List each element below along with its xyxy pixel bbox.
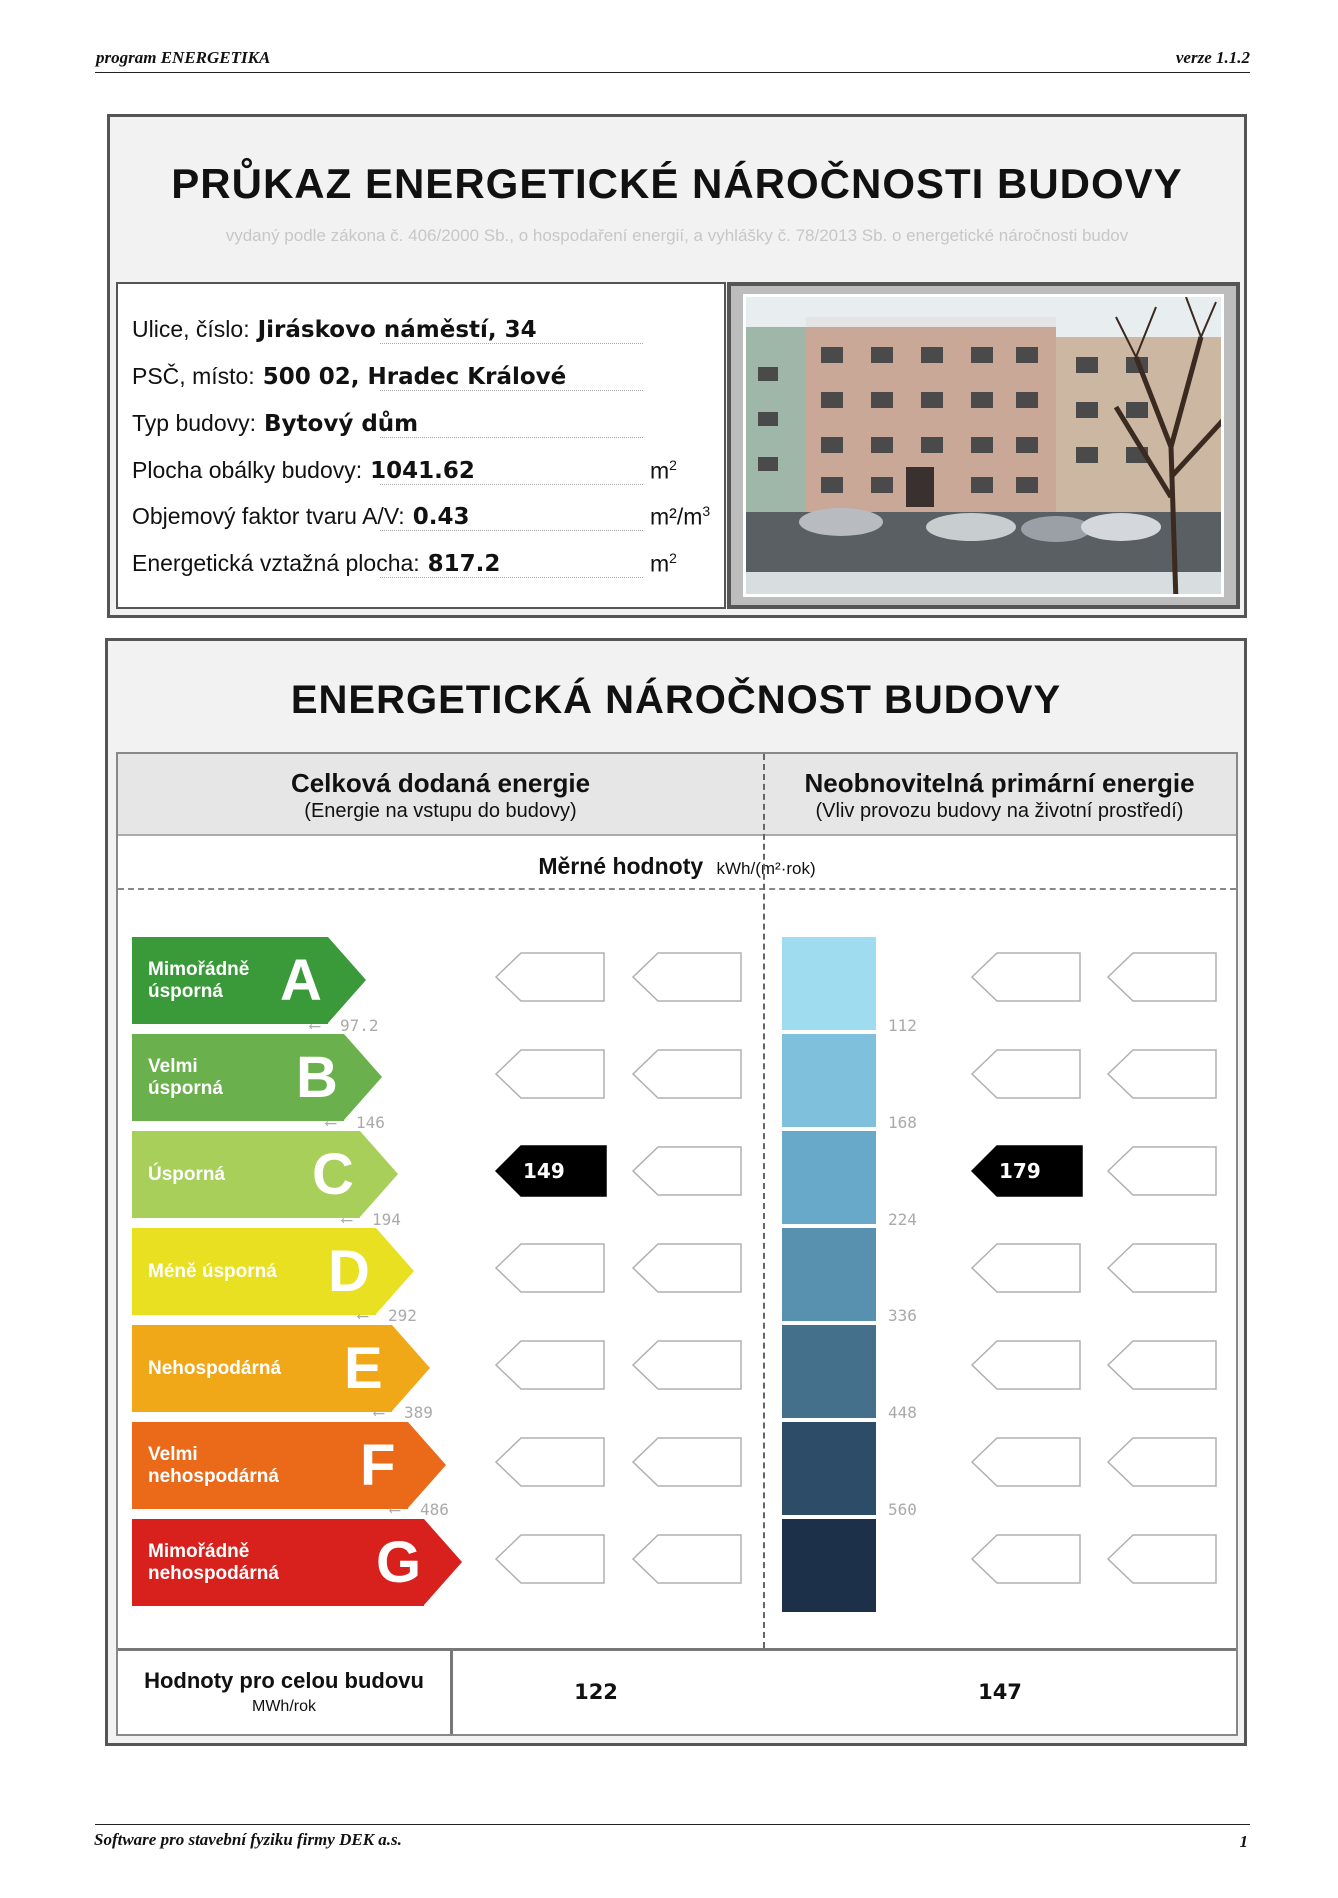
info-value: 817.2 xyxy=(427,551,501,577)
class-letter: A xyxy=(280,948,322,1013)
info-unit-base: m xyxy=(650,457,670,484)
rating-slot xyxy=(971,1049,1081,1099)
class-letter: D xyxy=(328,1239,370,1304)
rating-slot xyxy=(495,1049,605,1099)
page-number: 1 xyxy=(1239,1832,1248,1851)
info-row xyxy=(132,457,475,484)
class-label xyxy=(148,1131,225,1218)
class-letter: G xyxy=(376,1530,422,1595)
marker-value: 179 xyxy=(999,1159,1041,1183)
primary-scale-segment xyxy=(782,1325,876,1418)
info-dots xyxy=(380,576,643,578)
class-label-line2: úsporná xyxy=(148,1077,223,1099)
primary-scale-segment xyxy=(782,1228,876,1321)
class-label xyxy=(148,937,249,1024)
class-letter: F xyxy=(360,1433,396,1498)
col-right-subtitle: (Vliv provozu budovy na životní prostředí) xyxy=(815,800,1184,822)
building-photo-image xyxy=(746,297,1224,597)
threshold-right: 448 xyxy=(888,1403,917,1422)
info-row xyxy=(132,410,418,437)
info-label: Plocha obálky budovy: xyxy=(132,457,363,483)
building-photo-frame xyxy=(727,282,1240,609)
threshold-arrow-icon: ⟵ xyxy=(310,1016,320,1035)
energy-class-e xyxy=(132,1325,430,1412)
rating-slot xyxy=(1107,1049,1217,1099)
primary-scale-segment xyxy=(782,1131,876,1224)
class-arrow-tip xyxy=(328,937,366,1023)
rating-slot xyxy=(632,1437,742,1487)
primary-scale-segment xyxy=(782,937,876,1030)
class-label xyxy=(148,1034,223,1121)
class-arrow-tip xyxy=(360,1131,398,1217)
info-label: Objemový faktor tvaru A/V: xyxy=(132,503,405,529)
total-delivered-energy: 122 xyxy=(574,1680,618,1704)
info-value: Bytový dům xyxy=(264,411,419,437)
rating-slot xyxy=(1107,952,1217,1002)
rating-slot xyxy=(971,952,1081,1002)
class-label-line1: Mimořádně xyxy=(148,958,250,980)
rating-slot xyxy=(971,1437,1081,1487)
rating-slot xyxy=(495,1243,605,1293)
info-unit xyxy=(650,457,677,485)
info-value: 0.43 xyxy=(412,504,470,530)
info-row xyxy=(132,503,469,530)
rating-slot xyxy=(1107,1243,1217,1293)
threshold-left: 389 xyxy=(404,1403,433,1422)
info-dots xyxy=(380,436,643,438)
class-arrow-tip xyxy=(376,1228,414,1314)
info-value: 500 02, Hradec Králové xyxy=(262,364,567,390)
rating-slot xyxy=(632,1243,742,1293)
threshold-right: 560 xyxy=(888,1500,917,1519)
total-primary-energy: 147 xyxy=(978,1680,1022,1704)
info-value: Jiráskovo náměstí, 34 xyxy=(257,317,537,343)
primary-scale-segment xyxy=(782,1422,876,1515)
col-left-subtitle: (Energie na vstupu do budovy) xyxy=(304,800,577,822)
col-right-title: Neobnovitelná primární energie xyxy=(804,768,1195,798)
totals-label-cell xyxy=(118,1648,453,1734)
rating-slot xyxy=(1107,1340,1217,1390)
threshold-left: 146 xyxy=(356,1113,385,1132)
rating-slot xyxy=(632,1049,742,1099)
class-label-line2: nehospodárná xyxy=(148,1465,279,1487)
info-value: 1041.62 xyxy=(370,458,475,484)
totals-unit: MWh/rok xyxy=(252,1698,316,1715)
rating-slot xyxy=(495,952,605,1002)
threshold-right: 168 xyxy=(888,1113,917,1132)
threshold-arrow-icon: ⟵ xyxy=(342,1210,352,1229)
rating-slot xyxy=(971,1340,1081,1390)
class-label-line1: Velmi xyxy=(148,1055,198,1077)
info-label: Ulice, číslo: xyxy=(132,316,250,342)
info-unit-base: m²/m xyxy=(650,503,703,530)
threshold-right: 224 xyxy=(888,1210,917,1229)
threshold-left: 292 xyxy=(388,1306,417,1325)
class-label-line2: úsporná xyxy=(148,980,223,1002)
version-label: verze 1.1.2 xyxy=(1175,48,1250,67)
column-headers xyxy=(118,754,1236,836)
class-label xyxy=(148,1422,279,1509)
threshold-right: 336 xyxy=(888,1306,917,1325)
footer-rule xyxy=(95,1824,1250,1825)
info-unit-sup: 3 xyxy=(702,503,711,519)
class-label-line1: Úsporná xyxy=(148,1163,226,1185)
threshold-left: 194 xyxy=(372,1210,401,1229)
units-title: Měrné hodnoty xyxy=(538,853,704,879)
units-label xyxy=(118,853,1236,880)
threshold-arrow-icon: ⟵ xyxy=(326,1113,336,1132)
energy-class-g xyxy=(132,1519,462,1606)
energy-performance-title: ENERGETICKÁ NÁROČNOST BUDOVY xyxy=(290,678,1062,722)
energy-class-f xyxy=(132,1422,446,1509)
delivered-energy-marker xyxy=(495,1145,607,1197)
primary-scale-segment xyxy=(782,1034,876,1127)
rating-slot xyxy=(632,1146,742,1196)
totals-title: Hodnoty pro celou budovu xyxy=(144,1668,424,1693)
column-divider xyxy=(763,754,765,1648)
certificate-subtitle: vydaný podle zákona č. 406/2000 Sb., o hospodaření energií, a vyhlášky č. 78/2013 Sb. o energetické náročnosti budov xyxy=(225,226,1129,245)
class-label-line1: Nehospodárná xyxy=(148,1357,282,1379)
col-left-title: Celková dodaná energie xyxy=(290,768,591,798)
info-dots xyxy=(380,529,643,531)
info-row xyxy=(132,363,566,390)
info-label: Energetická vztažná plocha: xyxy=(132,550,420,576)
info-dots xyxy=(380,342,643,344)
class-letter: C xyxy=(312,1142,354,1207)
rating-slot xyxy=(1107,1146,1217,1196)
threshold-arrow-icon: ⟵ xyxy=(374,1403,384,1422)
rating-slot xyxy=(495,1437,605,1487)
energy-class-a xyxy=(132,937,366,1024)
rating-slot xyxy=(495,1340,605,1390)
class-label-line1: Méně úsporná xyxy=(148,1260,277,1282)
rating-slot xyxy=(971,1243,1081,1293)
threshold-left: 97.2 xyxy=(340,1016,379,1035)
rating-slot xyxy=(495,1534,605,1584)
info-label: Typ budovy: xyxy=(132,410,257,436)
marker-value: 149 xyxy=(523,1159,565,1183)
class-arrow-tip xyxy=(344,1034,382,1120)
footer-software: Software pro stavební fyziku firmy DEK a.s. xyxy=(94,1830,402,1849)
class-label-line2: nehospodárná xyxy=(148,1562,279,1584)
threshold-arrow-icon: ⟵ xyxy=(390,1500,400,1519)
class-arrow-tip xyxy=(408,1422,446,1508)
info-dots xyxy=(380,389,643,391)
info-unit-sup: 2 xyxy=(669,457,677,473)
class-letter: E xyxy=(344,1336,383,1401)
threshold-left: 486 xyxy=(420,1500,449,1519)
units-divider xyxy=(118,888,1236,890)
class-arrow-tip xyxy=(424,1519,462,1605)
building-photo xyxy=(743,294,1224,597)
threshold-right: 112 xyxy=(888,1016,917,1035)
info-unit xyxy=(650,550,677,578)
info-unit xyxy=(650,503,710,531)
class-letter: B xyxy=(296,1045,338,1110)
rating-slot xyxy=(632,1340,742,1390)
threshold-arrow-icon: ⟵ xyxy=(358,1306,368,1325)
energy-class-d xyxy=(132,1228,414,1315)
info-unit-sup: 2 xyxy=(669,550,677,566)
header-rule xyxy=(95,72,1250,73)
certificate-title: PRŮKAZ ENERGETICKÉ NÁROČNOSTI BUDOVY xyxy=(171,160,1183,207)
info-row xyxy=(132,316,537,343)
class-label xyxy=(148,1519,279,1606)
units-value: kWh/(m²·rok) xyxy=(716,859,816,878)
rating-slot xyxy=(1107,1437,1217,1487)
class-label xyxy=(148,1325,281,1412)
info-unit-base: m xyxy=(650,550,670,577)
info-dots xyxy=(380,483,643,485)
rating-slot xyxy=(971,1534,1081,1584)
class-label-line1: Velmi xyxy=(148,1443,198,1465)
rating-slot xyxy=(1107,1534,1217,1584)
energy-class-b xyxy=(132,1034,382,1121)
info-label: PSČ, místo: xyxy=(132,363,255,389)
primary-energy-marker xyxy=(971,1145,1083,1197)
rating-slot xyxy=(632,1534,742,1584)
info-row xyxy=(132,550,500,577)
program-name: program ENERGETIKA xyxy=(96,48,271,67)
energy-class-c xyxy=(132,1131,398,1218)
rating-slot xyxy=(632,952,742,1002)
primary-scale-segment xyxy=(782,1519,876,1612)
class-arrow-tip xyxy=(392,1325,430,1411)
class-label-line1: Mimořádně xyxy=(148,1540,250,1562)
class-label xyxy=(148,1228,277,1315)
